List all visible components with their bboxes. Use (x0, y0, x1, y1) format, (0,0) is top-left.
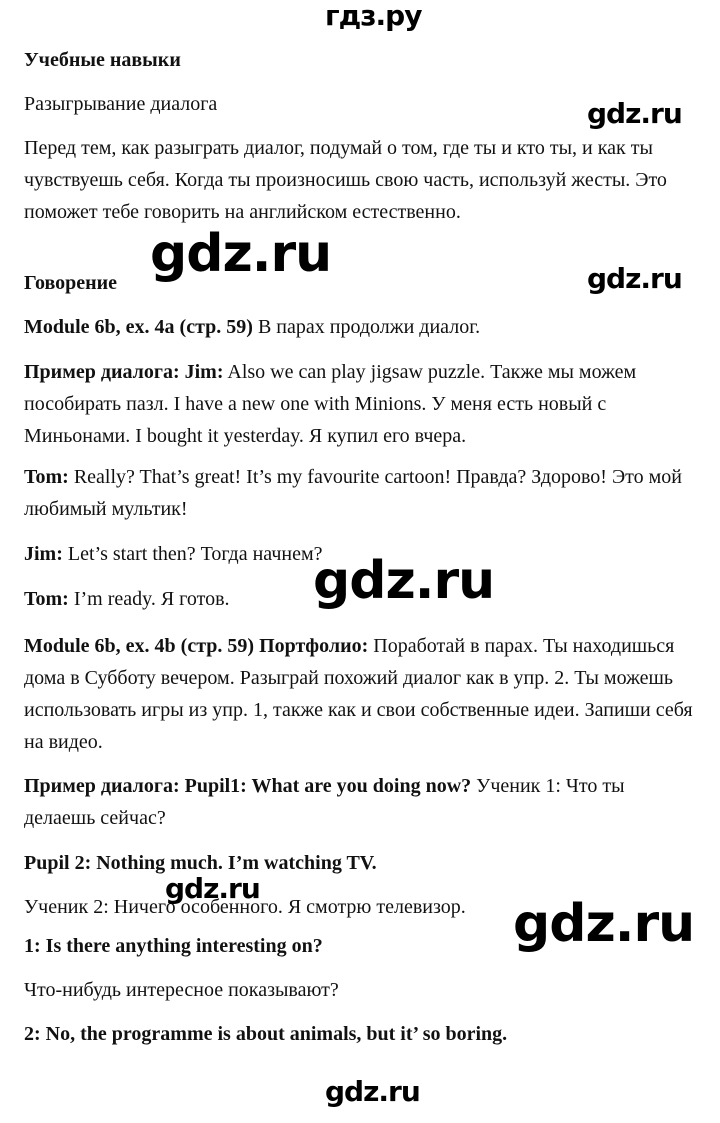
bold-lead: Module 6b, ex. 4a (стр. 59) (24, 316, 253, 338)
paragraph-text: Ученик 2: Ничего особенного. Я смотрю телевизор. (24, 896, 466, 918)
watermark: gdz.ru (513, 894, 695, 954)
bold-lead: 1: Is there anything interesting on? (24, 935, 323, 957)
watermark: gdz.ru (587, 97, 682, 130)
watermark: gdz.ru (325, 1075, 420, 1108)
bold-lead: 2: No, the programme is about animals, but it’ so boring. (24, 1023, 508, 1045)
paragraph-text: Also we can play jigsaw puzzle. Также мы можем пособирать пазл. I have a new one with Minions. У меня есть новый с Миньонами. I bought it yesterday. Я купил его вчера. (24, 361, 637, 447)
paragraph-pupil2 (24, 847, 700, 879)
bold-lead: Пример диалога: Pupil1: What are you doing now? (24, 775, 472, 797)
paragraph-text: Поработай в парах. Ты находишься дома в Субботу вечером. Разыграй похожий диалог как в упр. 2. Ты можешь использовать игры из упр. 1, также как и свои собственные идеи. Запиши себя на видео. (24, 635, 693, 753)
intro-paragraph: Перед тем, как разыграть диалог, подумай о том, где ты и кто ты, и как ты чувствуешь себя. Когда ты произносишь свою часть, используй жесты. Это поможет тебе говорить на английском естественно. (24, 137, 667, 223)
paragraph-ex4a (24, 311, 700, 343)
paragraph-line-1-translation (24, 974, 700, 1006)
paragraph-tom-1 (24, 461, 700, 525)
bold-lead: Module 6b, ex. 4b (стр. 59) Портфолио: (24, 635, 369, 657)
paragraph-line-2 (24, 1018, 700, 1050)
study-skills-heading: Учебные навыки (24, 49, 181, 71)
bold-lead: Tom: (24, 588, 69, 610)
paragraph-text: Что-нибудь интересное показывают? (24, 979, 339, 1001)
paragraph-text: Let’s start then? Тогда начнем? (62, 543, 323, 565)
bold-lead: Pupil 2: Nothing much. I’m watching TV. (24, 852, 377, 874)
paragraph-pupil1 (24, 770, 700, 834)
speaking-heading: Говорение (24, 272, 118, 294)
paragraph-jim-1 (24, 356, 700, 452)
paragraph-ex4b (24, 630, 700, 758)
paragraph-text: В парах продолжи диалог. (252, 316, 481, 338)
watermark: gdz.ru (587, 262, 682, 295)
dialogue-subtitle: Разыгрывание диалога (24, 93, 218, 115)
bold-lead: Пример диалога: Jim: (24, 361, 224, 383)
watermark: gdz.ru (165, 872, 260, 905)
bold-lead: Jim: (24, 543, 63, 565)
bold-lead: Tom: (24, 466, 69, 488)
watermark: gdz.ru (313, 551, 495, 611)
paragraph-text: Really? That’s great! It’s my favourite cartoon! Правда? Здорово! Это мой любимый мультик! (24, 466, 683, 520)
paragraph-text: Ученик 1: Что ты делаешь сейчас? (24, 775, 625, 829)
paragraph-text: I’m ready. Я готов. (68, 588, 230, 610)
watermark: gdz.ru (150, 224, 332, 284)
site-header: гдз.ру (325, 0, 422, 32)
